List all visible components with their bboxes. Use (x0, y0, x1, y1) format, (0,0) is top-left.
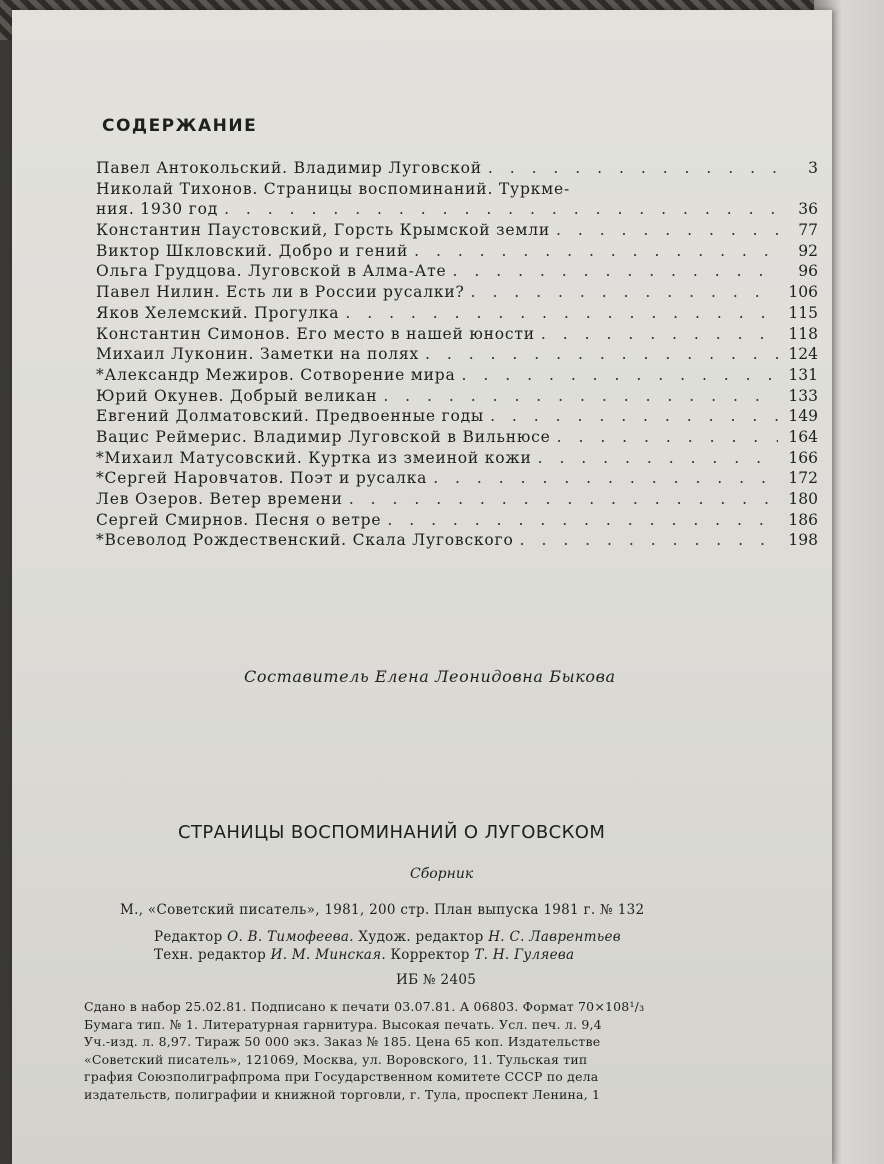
toc-entry-text: Николай Тихонов. Страницы воспоминаний. Туркме- (96, 179, 571, 198)
toc-entry (96, 221, 818, 242)
toc-entry-text: *Михаил Матусовский. Куртка из змеиной кожи (96, 448, 532, 467)
toc-page-number: 124 (788, 345, 818, 364)
toc-leader-dots (532, 449, 778, 467)
toc-leader-dots (343, 490, 778, 508)
editor-name: Т. Н. Гуляева (474, 947, 575, 963)
editor-role: Техн. редактор (154, 947, 271, 963)
compiler-credit: Составитель Елена Леонидовна Быкова (244, 667, 616, 686)
toc-entry-text: Евгений Долматовский. Предвоенные годы (96, 407, 485, 426)
toc-page-number: 180 (788, 490, 818, 508)
editor-name: И. М. Минская. (270, 947, 386, 963)
toc-entry (96, 262, 818, 283)
toc-entry (96, 449, 818, 470)
toc-entry-text: Вацис Реймерис. Владимир Луговской в Вильнюсе (96, 427, 551, 446)
imprint-line: Сдано в набор 25.02.81. Подписано к печати 03.07.81. А 06803. Формат 70×108¹/₃ (84, 999, 645, 1014)
toc-entry-text: Павел Нилин. Есть ли в России русалки? (96, 283, 465, 302)
editor-role: Худож. редактор (353, 929, 489, 945)
toc-leader-dots (408, 242, 778, 260)
toc-page-number: 133 (788, 386, 818, 405)
toc-entry (96, 428, 818, 449)
toc-entry (96, 325, 818, 346)
toc-entry-text: Сергей Смирнов. Песня о ветре (96, 510, 382, 529)
toc-page-number: 3 (808, 159, 818, 177)
toc-page-number: 172 (788, 469, 818, 488)
toc-entry-text: Яков Хелемский. Прогулка (96, 303, 340, 322)
imprint-line: графия Союзполиграфпрома при Государственном комитете СССР по дела (84, 1069, 599, 1084)
toc-entry-text: Константин Паустовский, Горсть Крымской земли (96, 221, 550, 240)
book-page (12, 10, 832, 1164)
imprint-line: издательств, полиграфии и книжной торговли, г. Тула, проспект Ленина, 1 (84, 1086, 601, 1102)
toc-leader-dots (482, 159, 778, 177)
toc-page-number: 118 (788, 324, 818, 343)
toc-entry (96, 345, 818, 366)
toc-entry-text: *Сергей Наровчатов. Поэт и русалка (96, 469, 428, 488)
toc-entry-text: Михаил Луконин. Заметки на полях (96, 345, 419, 364)
imprint-line: Бумага тип. № 1. Литературная гарнитура. Высокая печать. Усл. печ. л. 9,4 (84, 1016, 602, 1032)
editor-name: О. В. Тимофеева. (227, 929, 354, 945)
editors-line (154, 946, 621, 964)
editor-name: Н. С. Лаврентьев (488, 929, 621, 945)
toc-leader-dots (218, 200, 778, 218)
toc-leader-dots (514, 531, 778, 549)
toc-entry-text: Юрий Окунев. Добрый великан (96, 386, 378, 405)
toc-entry-text: Константин Симонов. Его место в нашей юности (96, 324, 535, 343)
toc-page-number: 92 (798, 241, 818, 260)
toc-entry (96, 511, 818, 532)
toc-entry (96, 200, 818, 221)
toc-entry (96, 366, 818, 387)
toc-entry (96, 490, 818, 511)
toc-leader-dots (550, 221, 778, 239)
toc-entry (96, 283, 818, 304)
toc-page-number: 149 (788, 407, 818, 426)
editor-role: Корректор (385, 947, 475, 963)
toc-heading: СОДЕРЖАНИЕ (102, 116, 258, 136)
toc-leader-dots (551, 428, 778, 446)
toc-leader-dots (427, 469, 778, 487)
editors-credits (154, 928, 621, 964)
toc-page-number: 198 (788, 531, 818, 550)
toc-page-number: 186 (788, 510, 818, 529)
toc-entry-text: *Александр Межиров. Сотворение мира (96, 365, 456, 384)
toc-leader-dots (447, 262, 778, 280)
editors-line (154, 928, 621, 946)
toc-page-number: 131 (788, 365, 818, 384)
toc-entry (96, 407, 818, 428)
toc-entry-text: Виктор Шкловский. Добро и гений (96, 241, 409, 260)
toc-page-number: 164 (788, 427, 818, 446)
toc-entry (96, 469, 818, 490)
toc-page-number: 36 (798, 200, 818, 219)
toc-leader-dots (535, 325, 778, 343)
toc-entry-text: *Всеволод Рождественский. Скала Луговского (96, 531, 514, 550)
toc-page-number: 166 (788, 448, 818, 467)
toc-entry (96, 387, 818, 408)
toc-entry (96, 159, 818, 180)
book-title: СТРАНИЦЫ ВОСПОМИНАНИЙ О ЛУГОВСКОМ (178, 822, 606, 843)
toc-entry (96, 531, 818, 552)
toc-page-number: 106 (788, 283, 818, 302)
imprint-block (84, 998, 832, 1103)
imprint-line: «Советский писатель», 121069, Москва, ул. Воровского, 11. Тульская тип (84, 1051, 588, 1067)
toc-entry (96, 304, 818, 325)
toc-leader-dots (484, 407, 778, 425)
toc-leader-dots (377, 387, 778, 405)
table-of-contents (96, 159, 818, 552)
toc-leader-dots (381, 511, 778, 529)
toc-entry (96, 180, 818, 201)
toc-entry-text: ния. 1930 год (96, 200, 219, 219)
toc-page-number: 77 (798, 221, 818, 240)
toc-leader-dots (339, 304, 778, 322)
toc-leader-dots (419, 345, 778, 363)
publication-info: М., «Советский писатель», 1981, 200 стр. План выпуска 1981 г. № 132 (120, 902, 645, 918)
toc-entry-text: Ольга Грудцова. Луговской в Алма-Ате (96, 262, 447, 281)
toc-leader-dots (465, 283, 778, 301)
toc-page-number: 96 (798, 262, 818, 281)
toc-entry-text: Павел Антокольский. Владимир Луговской (96, 159, 482, 177)
toc-entry-text: Лев Озеров. Ветер времени (96, 490, 343, 508)
imprint-line: Уч.-изд. л. 8,97. Тираж 50 000 экз. Заказ № 185. Цена 65 коп. Издательстве (84, 1034, 601, 1049)
toc-leader-dots (456, 366, 778, 384)
book-genre: Сборник (410, 866, 474, 882)
toc-page-number: 115 (788, 303, 818, 322)
editor-role: Редактор (154, 929, 228, 945)
ib-number: ИБ № 2405 (396, 972, 477, 988)
toc-entry (96, 242, 818, 263)
